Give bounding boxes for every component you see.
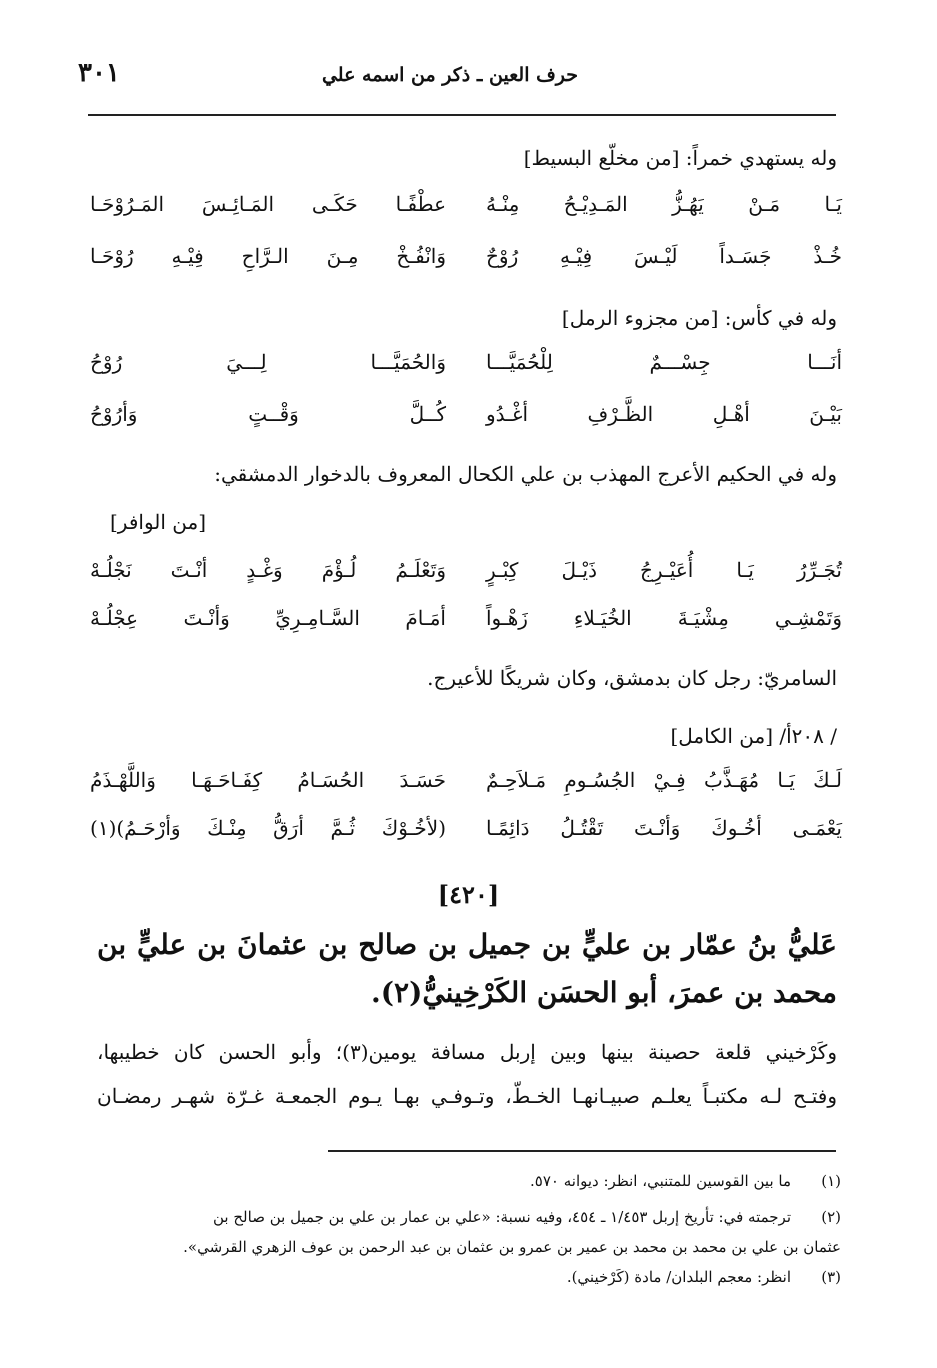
- footnote: [93, 1208, 841, 1226]
- footnote-continuation: عثمان بن علي بن محمد بن محمد بن عمير بن عمرو بن عثمان بن عبد الرحمن بن عوف الزهري القرشي».: [183, 1238, 841, 1256]
- poem-meter: [من الوافر]: [110, 510, 207, 534]
- entry-title-line: عَليُّ بنُ عمّار بن عليٍّ بن جميل بن صالح بن عثمانَ بن عليٍّ بن: [97, 928, 837, 961]
- hemistich-left: أمَـامَ السَّـامِـرِيِّ وَأنْـتَ عِجْلُـهْ: [90, 606, 446, 630]
- poem-intro: وله في كأس: [من مجزوء الرمل]: [561, 306, 837, 330]
- hemistich-right: وَتَمْشِـي مِشْيَـةَ الخُيَـلاءِ زَهْـواً: [486, 606, 842, 630]
- footnote: [93, 1172, 841, 1190]
- footnote: [93, 1268, 841, 1286]
- page-number: ٣٠١: [78, 58, 120, 88]
- footnote-rule: [328, 1150, 836, 1152]
- hemistich-right: خُـذْ جَسَـداً لَيْـسَ فِيْـهِ رُوْحٌ: [486, 244, 842, 268]
- header-rule: [88, 114, 836, 116]
- hemistich-right: تُجَـرِّرُ يَـا أُعَيْـرِجُ ذَيْـلَ كِبْـرٍ: [486, 558, 842, 582]
- footnote-number: (٣): [821, 1268, 841, 1286]
- hemistich-left: وَالحُمَيَّـــا لِـــيَ رُوْحُ: [90, 350, 446, 374]
- paragraph-line: وفتـح لـه مكتبـاً يعلـم صبيـانهـا الخـطّ، وتـوفـي بهـا يـوم الجمعـة غـرّة شهـر رمضـان: [97, 1084, 837, 1108]
- hemistich-left: كُــلَّ وَقْــتٍ وَأرُوْحُ: [90, 402, 446, 426]
- entry-number: [٤٢٠]: [437, 880, 500, 909]
- hemistich-left: عطْفًـا حَكَـى المَـائِـسَ المَـرُوْحَـا: [90, 192, 446, 216]
- hemistich-left: (لأخُـوْكَ ثُـمَّ أرَقُّ مِنْـكَ وَأرْحَـمُ)(١): [90, 816, 446, 840]
- poem-intro: وله في الحكيم الأعرج المهذب بن علي الكحال المعروف بالدخوار الدمشقي:: [214, 462, 837, 486]
- hemistich-right: أنَـــا جِسْـــمٌ لِلْحُمَيَّـــا: [486, 350, 842, 374]
- poem-intro: / ٢٠٨أ/ [من الكامل]: [670, 724, 837, 748]
- poem-intro: وله يستهدي خمراً: [من مخلّع البسيط]: [523, 146, 837, 170]
- hemistich-left: وَتَعْلَـمُ لُـؤْمَ وَغْـدٍ أنْـتَ نَجْلُـهْ: [90, 558, 446, 582]
- footnote-text: ما بين القوسين للمتنبي، انظر: ديوانه ٥٧٠.: [530, 1172, 791, 1190]
- entry-title-line: محمد بن عمرَ، أبو الحسَن الكَرْخِينيُّ(٢).: [371, 976, 837, 1009]
- hemistich-right: لَـكَ يَـا مُهَـذَّبُ فِـيْ الجُسُـومِ مَـلاَحِـمٌ: [486, 768, 842, 792]
- footnote-number: (١): [821, 1172, 841, 1190]
- running-title: حرف العين ـ ذكر من اسمه علي: [321, 64, 579, 86]
- explanatory-note: السامريّ: رجل كان بدمشق، وكان شريكًا للأعيرج.: [427, 666, 837, 690]
- paragraph-line: وكَرْخيني قلعة حصينة بينها وبين إربل مسافة يومين(٣)؛ وأبو الحسن كان خطيبها،: [97, 1040, 837, 1064]
- hemistich-right: يَـا مَـنْ يَهُـزُّ المَـدِيْـحُ مِنْـهُ: [486, 192, 842, 216]
- footnote-text: ترجمته في: تأريخ إربل ١/٤٥٣ ـ ٤٥٤، وفيه نسبة: «علي بن عمار بن علي بن جميل بن صالح بن: [213, 1208, 791, 1226]
- hemistich-right: يَعْمَـى أخُـوكَ وَأنْـتَ تَقْتُـلُ دَائِمًـا: [486, 816, 842, 840]
- footnote-text: انظر: معجم البلدان/ مادة (كَرْخيني).: [566, 1268, 791, 1286]
- hemistich-left: حَسَـدَ الحُسَـامُ كِفَـاحَـهَـا وَاللَّهْـذَمُ: [90, 768, 446, 792]
- hemistich-left: وَانْفُـخْ مِـنَ الـرَّاحِ فِيْـهِ رُوْحَـا: [90, 244, 446, 268]
- footnote-number: (٢): [821, 1208, 841, 1226]
- hemistich-right: بَيْـنَ أهْـلِ الظَّـرْفِ أغْـدُو: [486, 402, 842, 426]
